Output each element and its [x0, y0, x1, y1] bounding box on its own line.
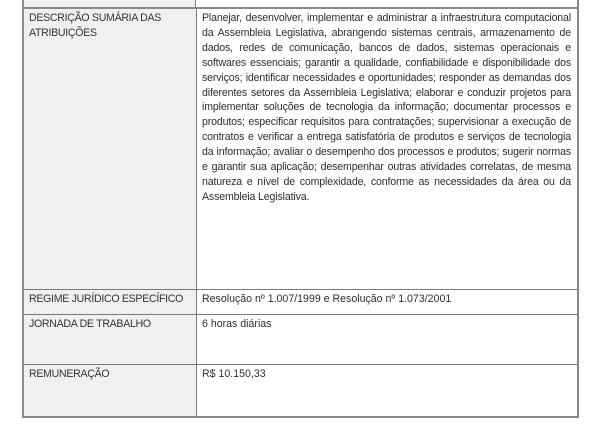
row-label: REGIME JURÍDICO ESPECÍFICO: [23, 290, 197, 315]
table-row-work-hours: [23, 315, 578, 365]
job-specification-table: [22, 7, 579, 418]
previous-row-label-cell: [24, 0, 196, 7]
row-label: JORNADA DE TRABALHO: [23, 315, 197, 365]
row-value-work-hours: 6 horas diárias: [197, 315, 579, 365]
row-label: REMUNERAÇÃO: [23, 365, 197, 418]
table-row-legal-regime: [23, 290, 578, 315]
row-value-legal-regime: Resolução nº 1.007/1999 e Resolução nº 1.073/2001: [197, 290, 579, 315]
table-row-remuneration: [23, 365, 578, 418]
table-row-description: [23, 8, 578, 290]
previous-row-fragment: [22, 0, 579, 7]
row-value-description: Planejar, desenvolver, implementar e administrar a infraestrutura computacional da Assembleia Legislativa, abrangendo sistemas centrais, armazenamento de dados, redes de comunicação, bancos de dados, sistemas operacionais e softwares essenciais; garantir a qualidade, confiabilidade e disponibilidade dos serviços; identificar necessidades e oportunidades; responder as demandas dos diferentes setores da Assembleia Legislativa; elaborar e conduzir projetos para implementar soluções de tecnologia da informação; documentar processos e produtos; especificar requisitos para contratações; supervisionar a execução de contratos e verificar a entrega satisfatória de produtos e serviços de tecnologia da informação; avaliar o desempenho dos processos e produtos; sugerir normas e garantir sua aplicação; desempenhar outras atividades correlatas, de mesma natureza e nível de complexidade, conforme as necessidades da área ou da Assembleia Legislativa.: [197, 8, 579, 290]
row-value-remuneration: R$ 10.150,33: [197, 365, 579, 418]
row-label: DESCRIÇÃO SUMÁRIA DAS ATRIBUIÇÕES: [23, 8, 197, 290]
